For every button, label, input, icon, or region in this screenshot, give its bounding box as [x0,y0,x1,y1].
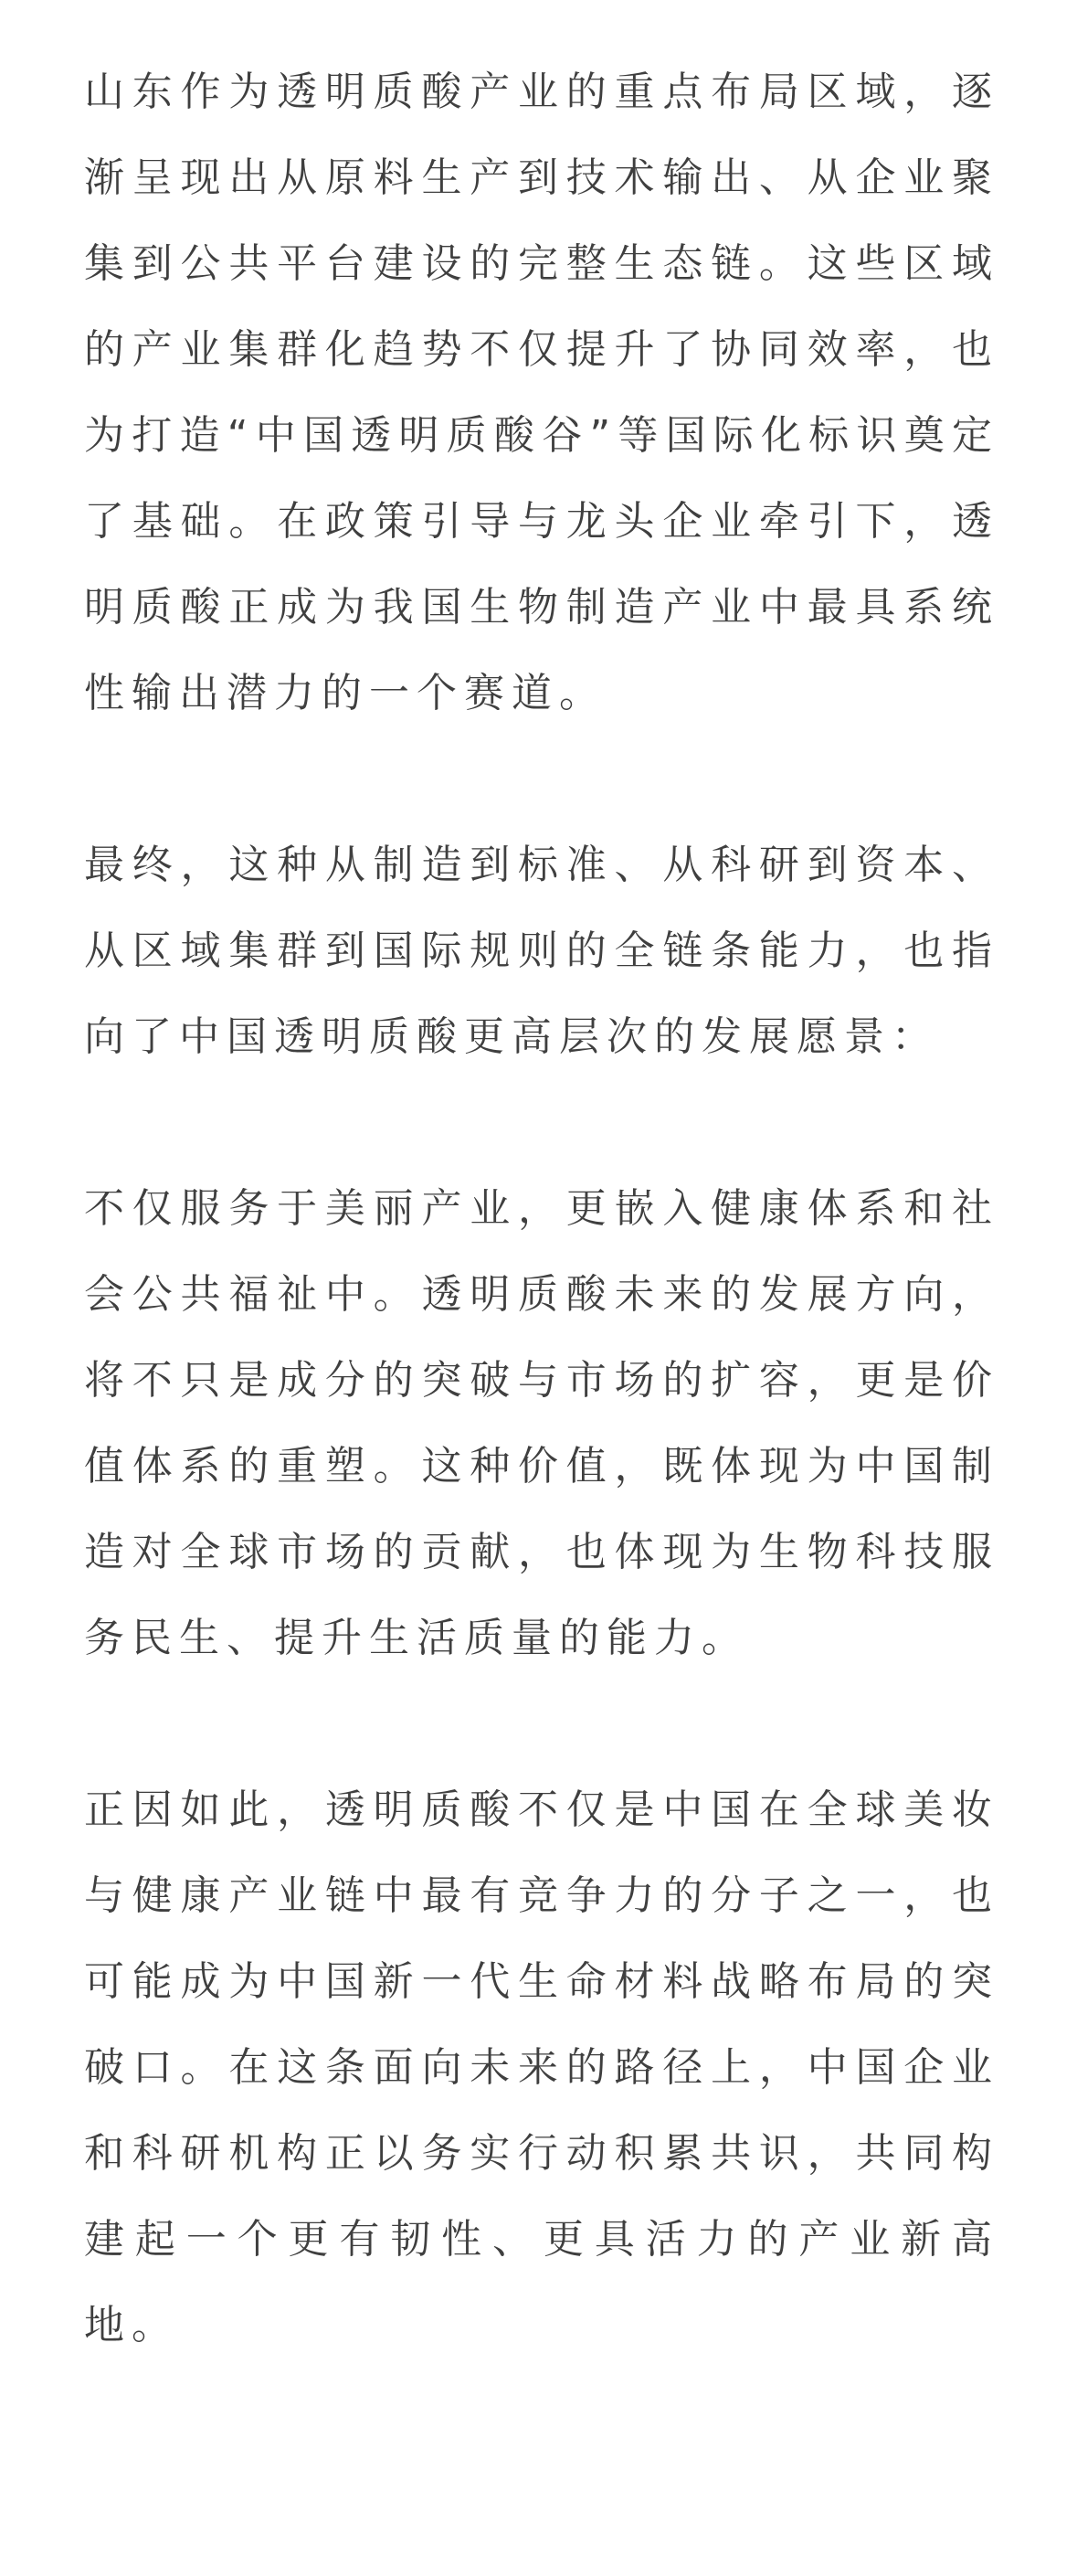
paragraph-industry-cluster: 山东作为透明质酸产业的重点布局区域，逐渐呈现出从原料生产到技术输出、从企业聚集到公共平台建设的完整生态链。这些区域的产业集群化趋势不仅提升了协同效率，也为打造“中国透明质酸谷”等国际化标识奠定了基础。在政策引导与龙头企业牵引下，透明质酸正成为我国生物制造产业中最具系统性输出潜力的一个赛道。 [84,69,999,716]
paragraph-value-reshaping: 不仅服务于美丽产业，更嵌入健康体系和社会公共福祉中。透明质酸未来的发展方向，将不只是成分的突破与市场的扩容，更是价值体系的重塑。这种价值，既体现为中国制造对全球市场的贡献，也体现为生物科技服务民生、提升生活质量的能力。 [84,1185,999,1661]
paragraph-conclusion: 正因如此，透明质酸不仅是中国在全球美妆与健康产业链中最有竞争力的分子之一，也可能成为中国新一代生命材料战略布局的突破口。在这条面向未来的路径上，中国企业和科研机构正以务实行动积累共识，共同构建起一个更有韧性、更具活力的产业新高地。 [84,1786,999,2348]
paragraph-full-chain-vision: 最终，这种从制造到标准、从科研到资本、从区域集群到国际规则的全链条能力，也指向了中国透明质酸更高层次的发展愿景： [84,842,999,1060]
article-body [84,49,999,2369]
